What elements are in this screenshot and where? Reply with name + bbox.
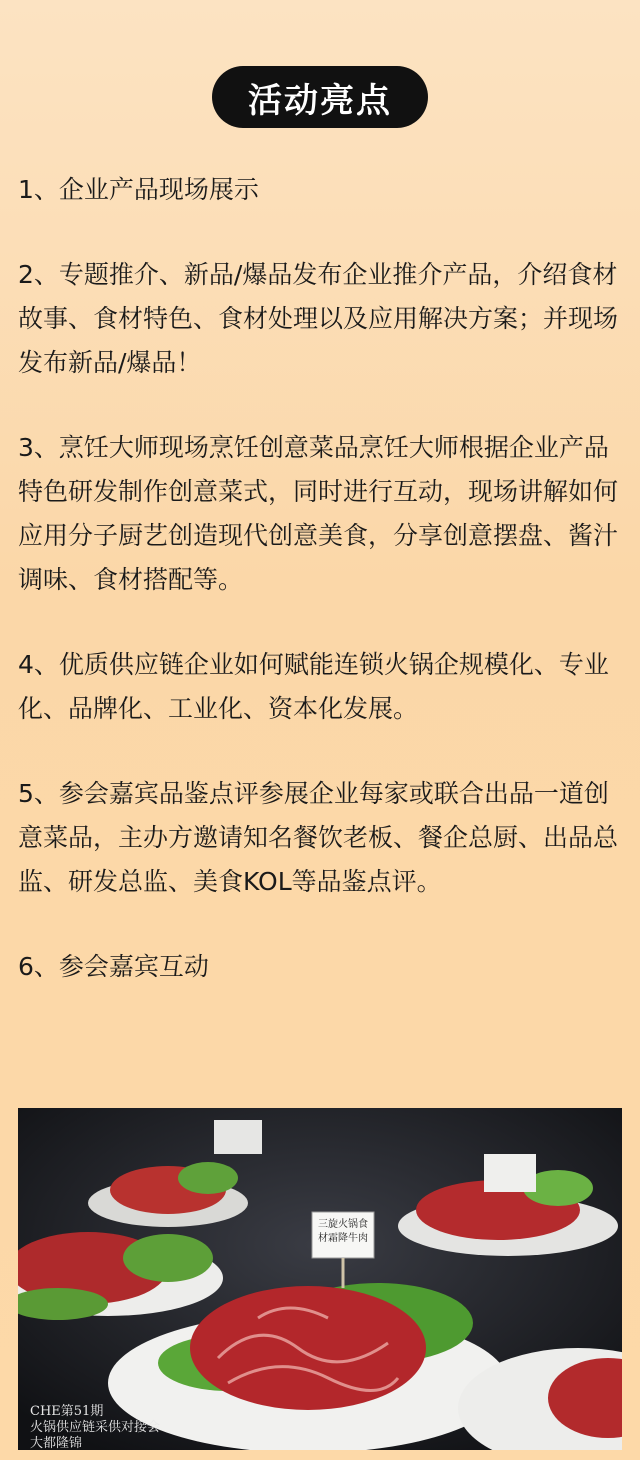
highlights-list xyxy=(18,168,624,1030)
event-photo xyxy=(18,1108,622,1450)
section-title-badge xyxy=(212,66,428,128)
watermark-line-1: CHE第51期 xyxy=(30,1404,104,1419)
highlight-item-5: 5、参会嘉宾品鉴点评参展企业每家或联合出品一道创意菜品，主办方邀请知名餐饮老板、餐企总厨、出品总监、研发总监、美食KOL等品鉴点评。 xyxy=(18,779,619,896)
highlight-item-4: 4、优质供应链企业如何赋能连锁火锅企规模化、专业化、品牌化、工业化、资本化发展。 xyxy=(18,650,609,723)
watermark-line-2: 火锅供应链采供对接会 xyxy=(30,1420,161,1435)
photo-watermark xyxy=(30,1404,160,1450)
highlight-item-2: 2、专题推介、新品/爆品发布企业推介产品，介绍食材故事、食材特色、食材处理以及应用解决方案；并现场发布新品/爆品！ xyxy=(18,260,619,377)
beef-plates-illustration xyxy=(18,1108,622,1450)
highlight-item-1: 1、企业产品现场展示 xyxy=(18,175,259,204)
highlight-item-3: 3、烹饪大师现场烹饪创意菜品烹饪大师根据企业产品特色研发制作创意菜式，同时进行互动，现场讲解如何应用分子厨艺创造现代创意美食，分享创意摆盘、酱汁调味、食材搭配等。 xyxy=(18,433,619,594)
section-title: 活动亮点 xyxy=(248,80,392,121)
highlight-item-6: 6、参会嘉宾互动 xyxy=(18,952,209,981)
dish-sign-label: 三旋火锅食材霜降牛肉 xyxy=(318,1219,368,1244)
watermark-line-3: 大都隆锦 xyxy=(30,1436,83,1450)
